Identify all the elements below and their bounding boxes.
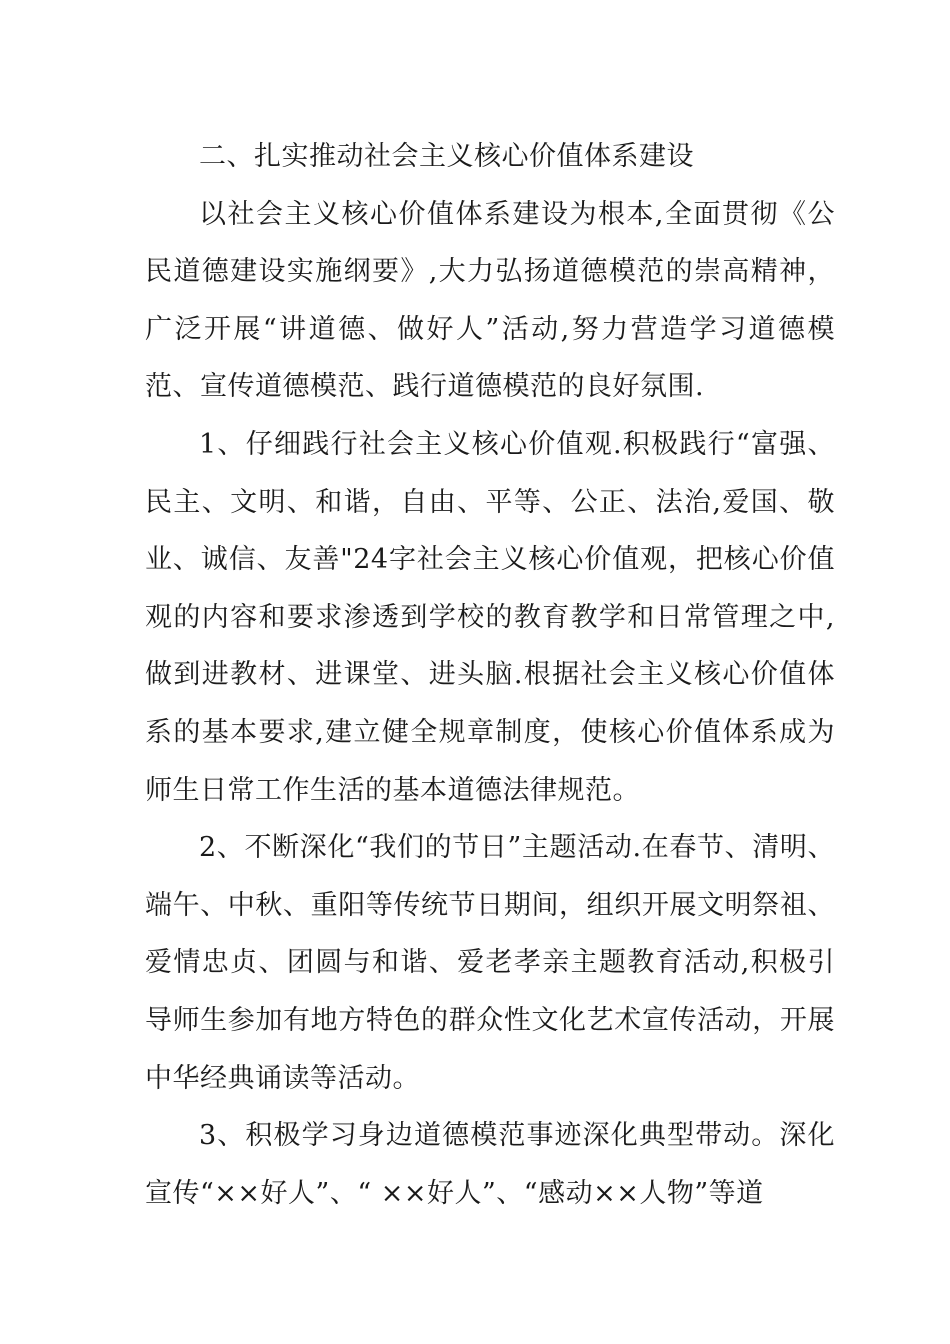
paragraph-item-1: 1、仔细践行社会主义核心价值观.积极践行“富强、民主、文明、和谐，自由、平等、公正、法治,爱国、敬业、诚信、友善"24字社会主义核心价值观，把核心价值观的内容和要求渗透到学校的教育教学和日常管理之中,做到进教材、进课堂、进头脑.根据社会主义核心价值体系的基本要求,建立健全规章制度，使核心价值体系成为师生日常工作生活的基本道德法律规范。 <box>145 428 835 806</box>
paragraph-item-3: 3、积极学习身边道德模范事迹深化典型带动。深化宣传“××好人”、“ ××好人”、“感动××人物”等道 <box>145 1120 835 1209</box>
paragraph-intro: 以社会主义核心价值体系建设为根本,全面贯彻《公民道德建设实施纲要》,大力弘扬道德模范的崇高精神，广泛开展“讲道德、做好人”活动,努力营造学习道德模范、宣传道德模范、践行道德模范的良好氛围. <box>145 198 835 403</box>
document-body <box>145 128 835 1222</box>
paragraph-item-2: 2、不断深化“我们的节日”主题活动.在春节、清明、端午、中秋、重阳等传统节日期间，组织开展文明祭祖、爱情忠贞、团圆与和谐、爱老孝亲主题教育活动,积极引导师生参加有地方特色的群众性文化艺术宣传活动，开展中华经典诵读等活动。 <box>145 832 835 1094</box>
section-heading: 二、扎实推动社会主义核心价值体系建设 <box>199 141 694 172</box>
